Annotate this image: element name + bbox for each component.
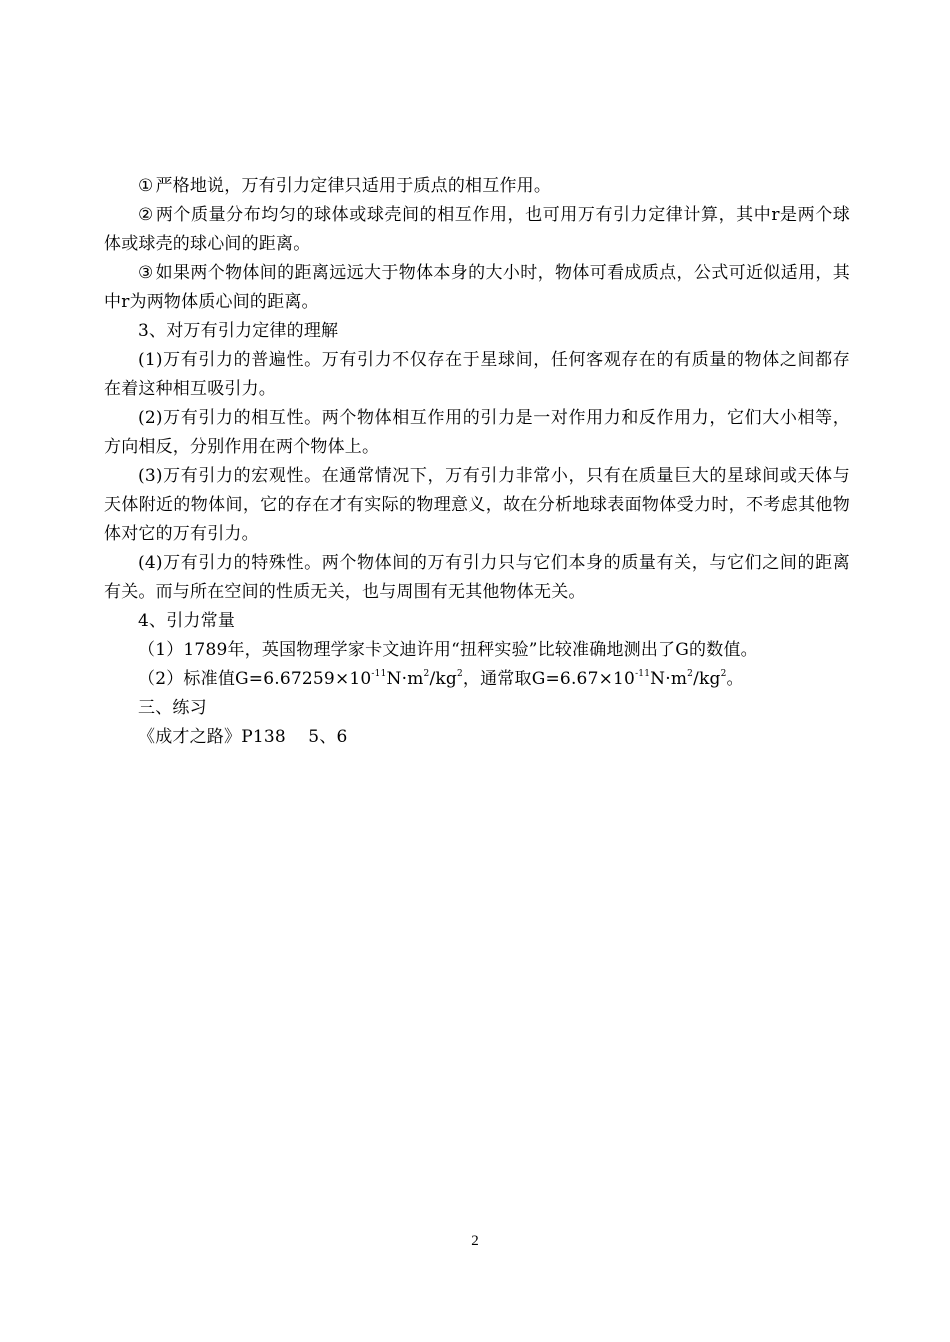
exercise-reference [104, 723, 850, 752]
circled-number-2: ② [138, 205, 154, 225]
section-3-point-1: (1)万有引力的普遍性。万有引力不仅存在于星球间，任何客观存在的有质量的物体之间都存在着这种相互吸引力。 [104, 350, 850, 399]
page-number: 2 [471, 1233, 479, 1249]
point-1-text: 严格地说，万有引力定律只适用于质点的相互作用。 [155, 176, 552, 196]
exercise-reference-text: 《成才之路》P138 5、6 [138, 727, 348, 747]
circled-number-3: ③ [138, 263, 154, 283]
point-2-text: 两个质量分布均匀的球体或球壳间的相互作用，也可用万有引力定律计算，其中r是两个球体或球壳的球心间的距离。 [104, 205, 850, 254]
exponent: -11 [635, 669, 651, 679]
sentence-end: 。 [726, 669, 744, 689]
unit-text: /kg [693, 669, 721, 689]
exercise-heading: 三、练习 [138, 698, 207, 718]
exponent: -11 [371, 669, 387, 679]
usual-value-text: ，通常取G=6.67×10 [462, 669, 636, 689]
section-3-heading: 3、对万有引力定律的理解 [138, 321, 339, 341]
point-2 [104, 201, 850, 259]
unit-text: /kg [429, 669, 457, 689]
exponent: 2 [720, 669, 727, 679]
point-3-text: 如果两个物体间的距离远远大于物体本身的大小时，物体可看成质点，公式可近似适用，其中r为两物体质心间的距离。 [104, 263, 850, 312]
section-3-point-4: (4)万有引力的特殊性。两个物体间的万有引力只与它们本身的质量有关，与它们之间的距离有关。而与所在空间的性质无关，也与周围有无其他物体无关。 [104, 553, 850, 602]
standard-value-text: （2）标准值G=6.67259×10 [138, 669, 372, 689]
section-4-line-1: （1）1789年，英国物理学家卡文迪许用“扭秤实验”比较准确地测出了G的数值。 [138, 640, 758, 660]
unit-text: N·m [386, 669, 424, 689]
exponent: 2 [687, 669, 694, 679]
section-4-heading: 4、引力常量 [138, 611, 236, 631]
section-4-line-2 [104, 665, 850, 694]
document-body [104, 172, 850, 752]
section-3-point-2: (2)万有引力的相互性。两个物体相互作用的引力是一对作用力和反作用力，它们大小相等，方向相反，分别作用在两个物体上。 [104, 408, 850, 457]
unit-text: N·m [650, 669, 688, 689]
section-3-point-3: (3)万有引力的宏观性。在通常情况下，万有引力非常小，只有在质量巨大的星球间或天体与天体附近的物体间，它的存在才有实际的物理意义，故在分析地球表面物体受力时，不考虑其他物体对它的万有引力。 [104, 466, 850, 544]
point-3 [104, 259, 850, 317]
circled-number-1: ① [138, 176, 154, 196]
exponent: 2 [456, 669, 463, 679]
exponent: 2 [423, 669, 430, 679]
point-1 [104, 172, 850, 201]
